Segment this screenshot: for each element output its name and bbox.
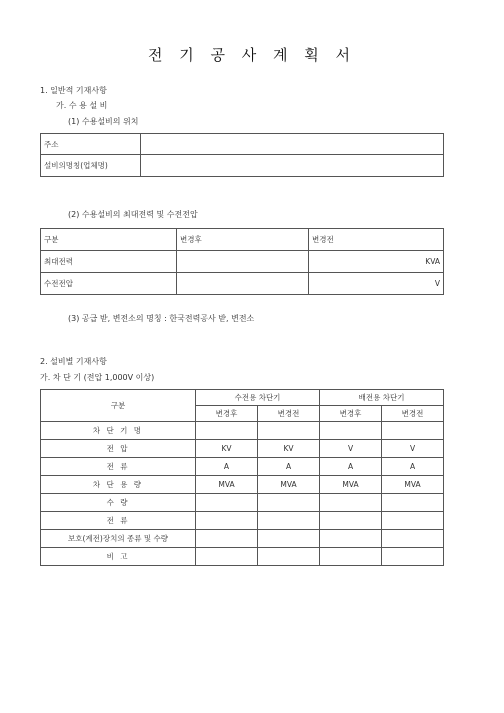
header-before: 변경전 <box>309 229 444 251</box>
max-power-label: 최대전력 <box>41 251 177 273</box>
section2-sub-a: 가. 차 단 기 (전압 1,000V 이상) <box>40 373 155 382</box>
cell <box>382 422 444 440</box>
section1-item2: (2) 수용설비의 최대전력 및 수전전압 <box>68 210 198 219</box>
cell <box>196 530 258 548</box>
supply-voltage-label: 수전전압 <box>41 273 177 295</box>
table-row <box>41 273 444 295</box>
cell: A <box>320 458 382 476</box>
cell <box>196 548 258 566</box>
table-row <box>41 530 444 548</box>
cell: MVA <box>258 476 320 494</box>
cell <box>258 422 320 440</box>
cell: MVA <box>196 476 258 494</box>
distribution-breaker-header: 배전용 차단기 <box>320 390 444 406</box>
cell <box>382 512 444 530</box>
breaker-table <box>40 389 444 566</box>
table-row <box>41 251 444 273</box>
sub-header: 변경전 <box>382 406 444 422</box>
row-label: 수 량 <box>41 494 196 512</box>
receiving-breaker-header: 수전용 차단기 <box>196 390 320 406</box>
row-label: 보호(계전)장치의 종류 및 수량 <box>41 530 196 548</box>
cell <box>320 530 382 548</box>
facility-name-value <box>141 155 444 177</box>
facility-name-label: 설비의명칭(업체명) <box>41 155 141 177</box>
table-row <box>41 512 444 530</box>
sub-header: 변경전 <box>258 406 320 422</box>
category-header: 구분 <box>41 390 196 422</box>
row-label: 전 압 <box>41 440 196 458</box>
row-label: 차 단 용 량 <box>41 476 196 494</box>
cell: MVA <box>320 476 382 494</box>
cell <box>258 494 320 512</box>
table-row <box>41 458 444 476</box>
table-row <box>41 134 444 155</box>
cell: KV <box>258 440 320 458</box>
section1-item1: (1) 수용설비의 위치 <box>68 117 139 126</box>
row-label: 전 류 <box>41 458 196 476</box>
cell <box>258 512 320 530</box>
document-title: 전 기 공 사 계 획 서 <box>147 46 357 64</box>
table-row <box>41 440 444 458</box>
cell: A <box>196 458 258 476</box>
table-row <box>41 494 444 512</box>
table-row <box>41 548 444 566</box>
address-value <box>141 134 444 155</box>
cell <box>382 548 444 566</box>
max-power-after <box>177 251 309 273</box>
section1-heading: 1. 일반적 기재사항 <box>40 86 107 95</box>
section1-item3: (3) 공급 받, 변전소의 명칭 : 한국전력공사 받, 변전소 <box>68 314 255 323</box>
cell: KV <box>196 440 258 458</box>
table-row <box>41 422 444 440</box>
address-label: 주소 <box>41 134 141 155</box>
cell <box>196 512 258 530</box>
cell: A <box>382 458 444 476</box>
cell: V <box>382 440 444 458</box>
row-label: 차 단 기 명 <box>41 422 196 440</box>
cell <box>258 548 320 566</box>
cell <box>382 494 444 512</box>
cell <box>320 494 382 512</box>
cell <box>258 530 320 548</box>
cell <box>196 422 258 440</box>
section1-sub-a: 가. 수 용 설 비 <box>56 101 108 110</box>
table-row <box>41 390 444 406</box>
sub-header: 변경후 <box>320 406 382 422</box>
row-label: 비 고 <box>41 548 196 566</box>
cell <box>196 494 258 512</box>
cell <box>320 422 382 440</box>
section2-heading: 2. 설비별 기재사항 <box>40 357 107 366</box>
cell: A <box>258 458 320 476</box>
power-table <box>40 228 444 295</box>
header-after: 변경후 <box>177 229 309 251</box>
table-row <box>41 229 444 251</box>
cell <box>320 548 382 566</box>
cell: MVA <box>382 476 444 494</box>
location-table <box>40 133 444 177</box>
row-label: 전 류 <box>41 512 196 530</box>
supply-voltage-unit: V <box>309 273 444 295</box>
table-row <box>41 155 444 177</box>
cell <box>382 530 444 548</box>
header-category: 구분 <box>41 229 177 251</box>
cell <box>320 512 382 530</box>
table-row <box>41 476 444 494</box>
cell: V <box>320 440 382 458</box>
supply-voltage-after <box>177 273 309 295</box>
sub-header: 변경후 <box>196 406 258 422</box>
max-power-unit: KVA <box>309 251 444 273</box>
